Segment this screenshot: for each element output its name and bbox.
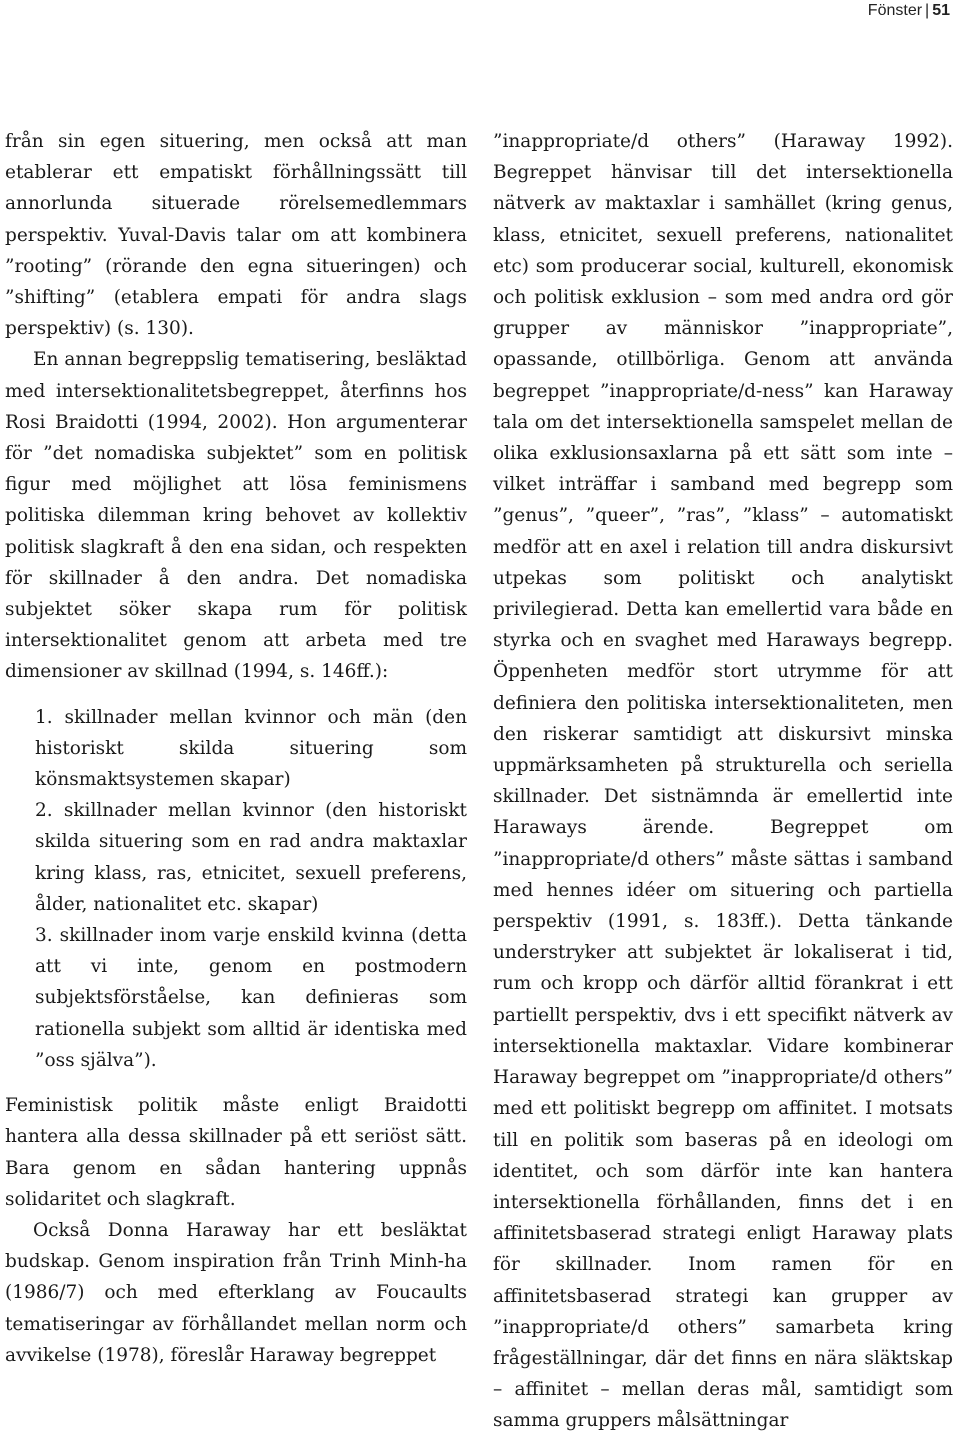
section-title: Fönster [867, 2, 923, 19]
page-number: 51 [932, 2, 950, 19]
list-item: 1. skillnader mellan kvinnor och män (den historiskt skilda situering som könsmaktsystemen skapar) [35, 706, 467, 791]
running-header [868, 2, 950, 20]
right-column [493, 126, 953, 1437]
paragraph: ”inappropriate/d others” (Haraway 1992). Begreppet hänvisar till det intersektionella nätverk av maktaxlar i samhället (kring genus, klass, etnicitet, sexuell preferens, nationalitet etc) som producerar social, kulturell, ekonomisk och politisk exklusion – som med andra ord gör grupper av människor ”inappropriate”, opassande, otillbörliga. Genom att använda begreppet ”inappropriate/d-ness” kan Haraway tala om det intersektionella samspelet mellan de olika exklusionsaxlarna på ett sätt som inte – vilket inträffar i samband med begrepp som ”genus”, ”queer”, ”ras”, ”klass” – automatiskt medför att en axel i relation till andra diskursivt utpekas som politiskt och analytiskt privilegierad. Detta kan emellertid vara både en styrka och en svaghet med Haraways begrepp. Öppenheten medför stort utrymme för att definiera den politiska intersektionaliteten, men den riskerar samtidigt att diskursivt minska uppmärksamheten på strukturella och seriella skillnader. Det sistnämnda är emellertid inte Haraways ärende. Begreppet om ”inappropriate/d others” måste sättas i samband med hennes idéer om situering och partiella perspektiv (1991, s. 183ff.). Detta tänkande understryker att subjektet är lokaliserat i tid, rum och kropp och därför alltid förankrat i ett partiellt perspektiv, dvs i ett specifikt nätverk av intersektionella maktaxlar. Vidare kombinerar Haraway begreppet om ”inappropriate/d others” med ett politiskt begrepp om affinitet. I motsats till en politik som baseras på en ideologi om identitet, och som därför inte kan hantera intersektionella förhållanden, finns det i en affinitetsbaserad strategi enligt Haraway plats för skillnader. Inom ramen för en affinitetsbaserad strategi kan grupper av ”inappropriate/d others” samarbeta kring frågeställningar, där det finns en nära släktskap – affinitet – mellan deras mål, samtidigt som samma gruppers målsättningar [493, 131, 953, 1432]
paragraph: Också Donna Haraway har ett besläktat budskap. Genom inspiration från Trinh Minh-ha (1986/7) och med efterklang av Foucaults tematiseringar av förhållandet mellan norm och avvikelse (1978), föreslår Haraway begreppet [5, 1219, 467, 1366]
paragraph: från sin egen situering, men också att man etablerar ett empatiskt förhållningssätt till annorlunda situerade rörelsemedlemmars perspektiv. Yuval-Davis talar om att kombinera ”rooting” (rörande den egna situeringen) och ”shifting” (etablera empati för andra slags perspektiv) (s. 130). [5, 131, 467, 340]
list-item: 3. skillnader inom varje enskild kvinna (detta att vi inte, genom en postmodern subjektsförståelse, kan definieras som rationella subjekt som alltid är identiska med ”oss själva”). [35, 925, 467, 1071]
left-column [5, 126, 467, 1371]
paragraph: Feministisk politik måste enligt Braidotti hantera alla dessa skillnader på ett seriöst sätt. Bara genom en sådan hantering uppnås solidaritet och slagkraft. [5, 1095, 467, 1210]
header-separator: | [925, 2, 930, 19]
paragraph: En annan begreppslig tematisering, besläktad med intersektionalitetsbegreppet, återfinns hos Rosi Braidotti (1994, 2002). Hon argumenterar för ”det nomadiska subjektet” som en politisk figur med möjlighet att lösa feminismens politiska dilemman kring behovet av kollektiv politisk slagkraft å den ena sidan, och respekten för skillnader å den andra. Det nomadiska subjektet söker skapa rum för politisk intersektionalitet genom att arbeta med tre dimensioner av skillnad (1994, s. 146ff.): [5, 349, 467, 683]
numbered-list [35, 702, 467, 1076]
list-item: 2. skillnader mellan kvinnor (den historiskt skilda situering som en rad andra maktaxlar kring klass, ras, etnicitet, sexuell preferens, ålder, nationalitet etc. skapar) [35, 800, 467, 915]
